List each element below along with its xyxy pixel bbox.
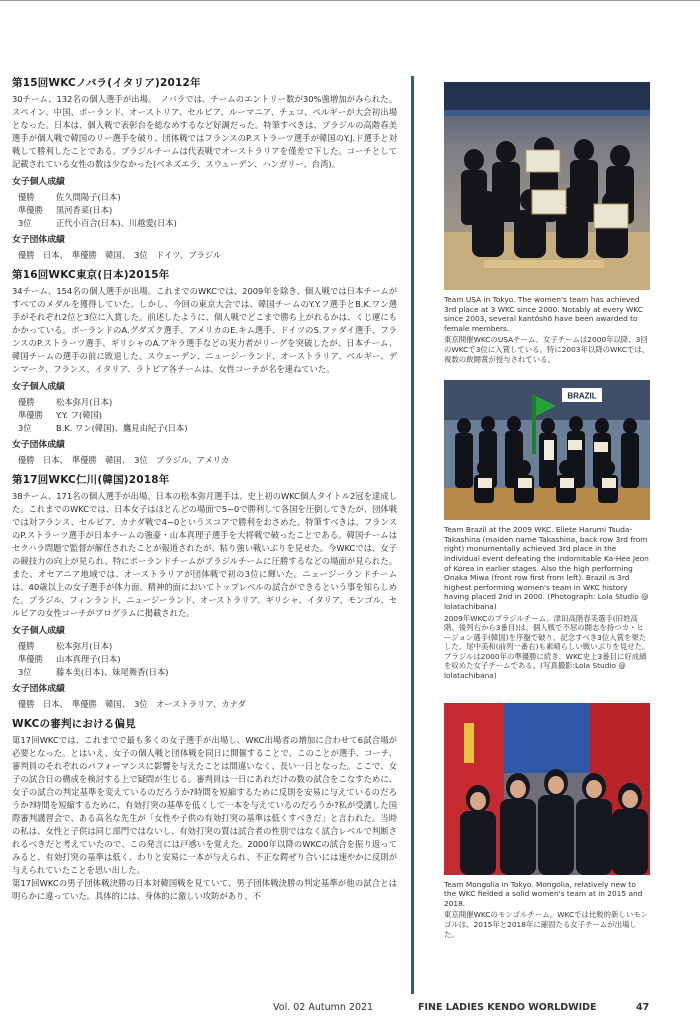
winner: 山本真理子(日本) — [56, 654, 121, 664]
individual-results-title: 女子個人成績 — [12, 382, 65, 392]
photo-team-mongolia — [444, 703, 650, 875]
team-results-title: 女子団体成績 — [12, 235, 65, 245]
photo-caption-japanese: 東京開催WKCのUSAチーム。女子チームは2000年以降、3回のWKCで3位に入賞している。特に2003年以降のWKCでは、複数の敢闘賞が授与されている。 — [444, 335, 650, 364]
section-paragraph: 第17回WKCでは、これまでで最も多くの女子選手が出場し、WKC出場者の増加に合わせて6試合場が必要となった。とはいえ、女子の個人戦と団体戦を同日に開催することで、このことが選手、コーチ、審判員のそれぞれのパフォーマンスに影響を与えたことは間違いなく、長い一日となった。ここで、女子の試合日の構成を検討する上で疑問が生じる。審判員は一日にあれだけの数の試合をこなすために、女子の試合の判定基準を変えているのだろうか?時間を短縮するために反則を安易に与えているのだろうか?時間を短縮するために、有効打突の基準を低くして一本を与えているのだろうか?私が受講した国際審判講習会で、ある高名な先生が「女性や子供の有効打突の基準は低くすべきだ」と言われた。当時の私は、女性と子供は同じ部門ではないし、有効打突の質は試合者の性別ではなく試合レベルで判断されるべきだと考えていたので、この発言には戸惑いを覚えた。2000年以降のWKCの試合を振り返ってみると、有効打突の基準は低く、わりと安易に一本が与えられ、不正な鍔ぜり合いには速やかに反則が与えられていたことを思い出した。 — [12, 735, 397, 875]
team-results: 優勝 日本、 準優勝 韓国、 3位 ブラジル、アメリカ — [18, 455, 230, 465]
winner: 佐久間陽子(日本) — [56, 192, 121, 202]
team-mongolia-image — [444, 703, 650, 875]
section-paragraph: 30チーム、132名の個人選手が出場。 ノバラでは、チームのエントリー数が30%強増加がみられた。スペイン、中国、ポーランド、オーストリア、セルビア、ルーマニア、チェコ、ベルギーが大会初出場となった。日本は、個人戦で表彰台を総なめするなど好調だった。特筆すべきは、ブラジルの高階春美選手が個人戦で韓国のリー選手を破り、団体戦ではフランスのP.ストラーツ選手が韓国のY.J.ド選手と対戦して勝利したことである。ブラジルチームは代表戦でオーストラリアを僅差で下した。コーチとして記載されている女性の数は少なかった(ベネズエラ、スウェーデン、ハンガリー、台湾)。 — [12, 94, 397, 169]
brazil-sign: BRAZIL — [567, 391, 597, 401]
section-refereeing-bias — [12, 717, 397, 903]
individual-results — [18, 191, 397, 230]
team-results: 優勝 日本、 準優勝 韓国、 3位 ドイツ、ブラジル — [18, 250, 222, 260]
article-body — [12, 76, 397, 908]
photo-caption-english: Team Mongolia in Tokyo. Mongolia, relatively new to the WKC fielded a solid women's team at in 2015 and 2018. — [444, 879, 643, 908]
photo-caption-japanese: 東京開催WKCのモンゴルチーム。WKCでは比較的新しいモンゴルは、2015年と2018年に確固たる女子チームが出場した。 — [444, 910, 649, 939]
photo-caption-english: Team USA in Tokyo. The women's team has achieved 3rd place at 3 WKC since 2000. Notably at every WKC since 2003, several kantōshō have been awarded to female members. — [444, 295, 643, 333]
section-wkc15 — [12, 76, 397, 262]
section-wkc16 — [12, 268, 397, 467]
team-usa-image — [444, 82, 650, 290]
photo-caption-english: Team Brazil at the 2009 WKC. Eliete Harumi Tsuda-Takashina (maiden name Takashina, back row 3rd from right) monumentally achieved 3rd place in the individual event defeating the indomitable Ka-Hee Jeon of Korea in earlier stages. Also the high performing Onaka Miwa (front row first from left). Brazil is 3rd highest performing women's team in WKC history having placed 2nd in 2000. (Photograph: Lola Studio @ lolatachibana) — [444, 525, 649, 611]
place: 準優勝 — [18, 205, 43, 215]
section-paragraph: 第17回WKCの男子団体戦決勝の日本対韓国戦を見ていて、男子団体戦決勝の判定基準が他の試合とは明らかに違っていた。具体的には、身体的に激しい攻防があり、不 — [12, 878, 397, 901]
winner: 松本弥月(日本) — [56, 397, 113, 407]
place: 準優勝 — [18, 654, 43, 664]
photo-block-brazil — [444, 380, 650, 681]
individual-results-title: 女子個人成績 — [12, 626, 65, 636]
section-heading: 第16回WKC東京(日本)2015年 — [12, 269, 170, 281]
winner: 松本弥月(日本) — [56, 641, 113, 651]
winner: Y.Y. フ(韓国) — [56, 410, 103, 420]
place: 3位 — [18, 218, 32, 228]
individual-results-title: 女子個人成績 — [12, 177, 65, 187]
column-rule — [411, 76, 414, 994]
section-heading: 第15回WKCノバラ(イタリア)2012年 — [12, 77, 201, 89]
team-brazil-image — [444, 380, 650, 520]
photo-team-brazil — [444, 380, 650, 520]
place: 優勝 — [18, 192, 35, 202]
page-number: 47 — [636, 1002, 650, 1013]
team-results-title: 女子団体成績 — [12, 684, 65, 694]
team-results-title: 女子団体成績 — [12, 440, 65, 450]
photo-column — [444, 82, 650, 939]
individual-results — [18, 640, 397, 679]
winner: 藤本美(日本)、妹尾舞香(日本) — [56, 667, 169, 677]
photo-team-usa — [444, 82, 650, 290]
team-results: 優勝 日本、 準優勝 韓国、 3位 オーストラリア、カナダ — [18, 699, 246, 709]
photo-caption-japanese: 2009年WKCのブラジルチーム。津田高階春美選手(旧姓高階、後列右から3番目)は、個人戦で不屈の闘志を持つカ・ヒージョン選手(韓国)を序盤で破り、記念すべき3位入賞を果たした。尾中美和(前列一番右)も素晴らしい戦いぶりを見せた。ブラジルは2000年の準優勝に続き、WKC史上3番目に好成績を収めた女子チームである。(写真撮影:Lola Studio @ lolatachibana) — [444, 613, 650, 681]
winner: B.K. ワン(韓国)、鷹見由紀子(日本) — [56, 423, 188, 433]
section-wkc17 — [12, 473, 397, 711]
section-paragraph: 38チーム、171名の個人選手が出場。日本の松本弥月選手は、史上初のWKC個人タイトル2冠を達成した。これまでのWKCでは、日本女子はほとんどの場面で5−0で勝利して各国を圧倒してきたが、団体戦では対フランス、セルビア、カナダ戦で4−0というスコアで勝利をおさめた。特筆すべきは、フランスのP.ストラーツ選手が日本チームの強豪・山本真理子選手を大将戦で破ったことである。韓国チームはセクハラ問題で監督が解任されたことが報道されたが、粘り強い戦いぶりを見せた。今WKCでは、女子の競技力の向上が見られ、特にポーランドチームがブラジルチームに圧勝するなどの場面が見られた。また、オセアニア地域では、オーストラリアが団体戦で初の3位に輝いた。ニュージーランドチームは、40歳以上の女子選手が体力面、精神的面においてトップレベルの試合ができるという事を知らしめた。ブラジル、フィンランド、ニュージーランド、オーストラリア、ギリシャ、イタリア、モンゴル、セルビアの女性コーチがプログラムに掲載された。 — [12, 491, 397, 618]
issue-volume: Vol. 02 Autumn 2021 — [273, 1002, 374, 1013]
section-paragraph: 34チーム、154名の個人選手が出場。これまでのWKCでは、2009年を除き、個人戦では日本チームがすべてのメダルを獲得していた。しかし、今回の東京大会では、韓国チームのY.Y.フ選手とB.K.ワン選手がそれぞれ2位と3位に入賞した。前述したように、個人戦でどこまで勝ち上がれるかは、くじ運にもかかっている。ポーランドのA.グダズク選手、アメリカのE.キム選手、ドイツのS.ファダイ選手、フランスのP.ストラーツ選手、ギリシャのA.アキラ選手などの実力者がリーグを突破したが、日本チーム、韓国チームの選手の前に敗退した。スウェーデン、ニュージーランド、オーストラリア、ベルギー、デンマーク、フランス、イタリア、ラトビア各チームは、女性コーチが名を連ねていた。 — [12, 286, 397, 374]
section-heading: WKCの審判における偏見 — [12, 718, 136, 730]
section-heading: 第17回WKC仁川(韓国)2018年 — [12, 474, 170, 486]
page-top-edge — [0, 0, 700, 1]
winner: 正代小百合(日本)、川越愛(日本) — [56, 218, 177, 228]
page-footer — [0, 1002, 700, 1020]
individual-results — [18, 396, 397, 435]
photo-block-mongolia — [444, 703, 650, 940]
place: 優勝 — [18, 641, 35, 651]
winner: 黒河香菜(日本) — [56, 205, 113, 215]
place: 準優勝 — [18, 410, 43, 420]
magazine-title: FINE LADIES KENDO WORLDWIDE — [418, 1002, 597, 1013]
place: 3位 — [18, 423, 32, 433]
photo-block-usa — [444, 82, 650, 364]
place: 3位 — [18, 667, 32, 677]
place: 優勝 — [18, 397, 35, 407]
